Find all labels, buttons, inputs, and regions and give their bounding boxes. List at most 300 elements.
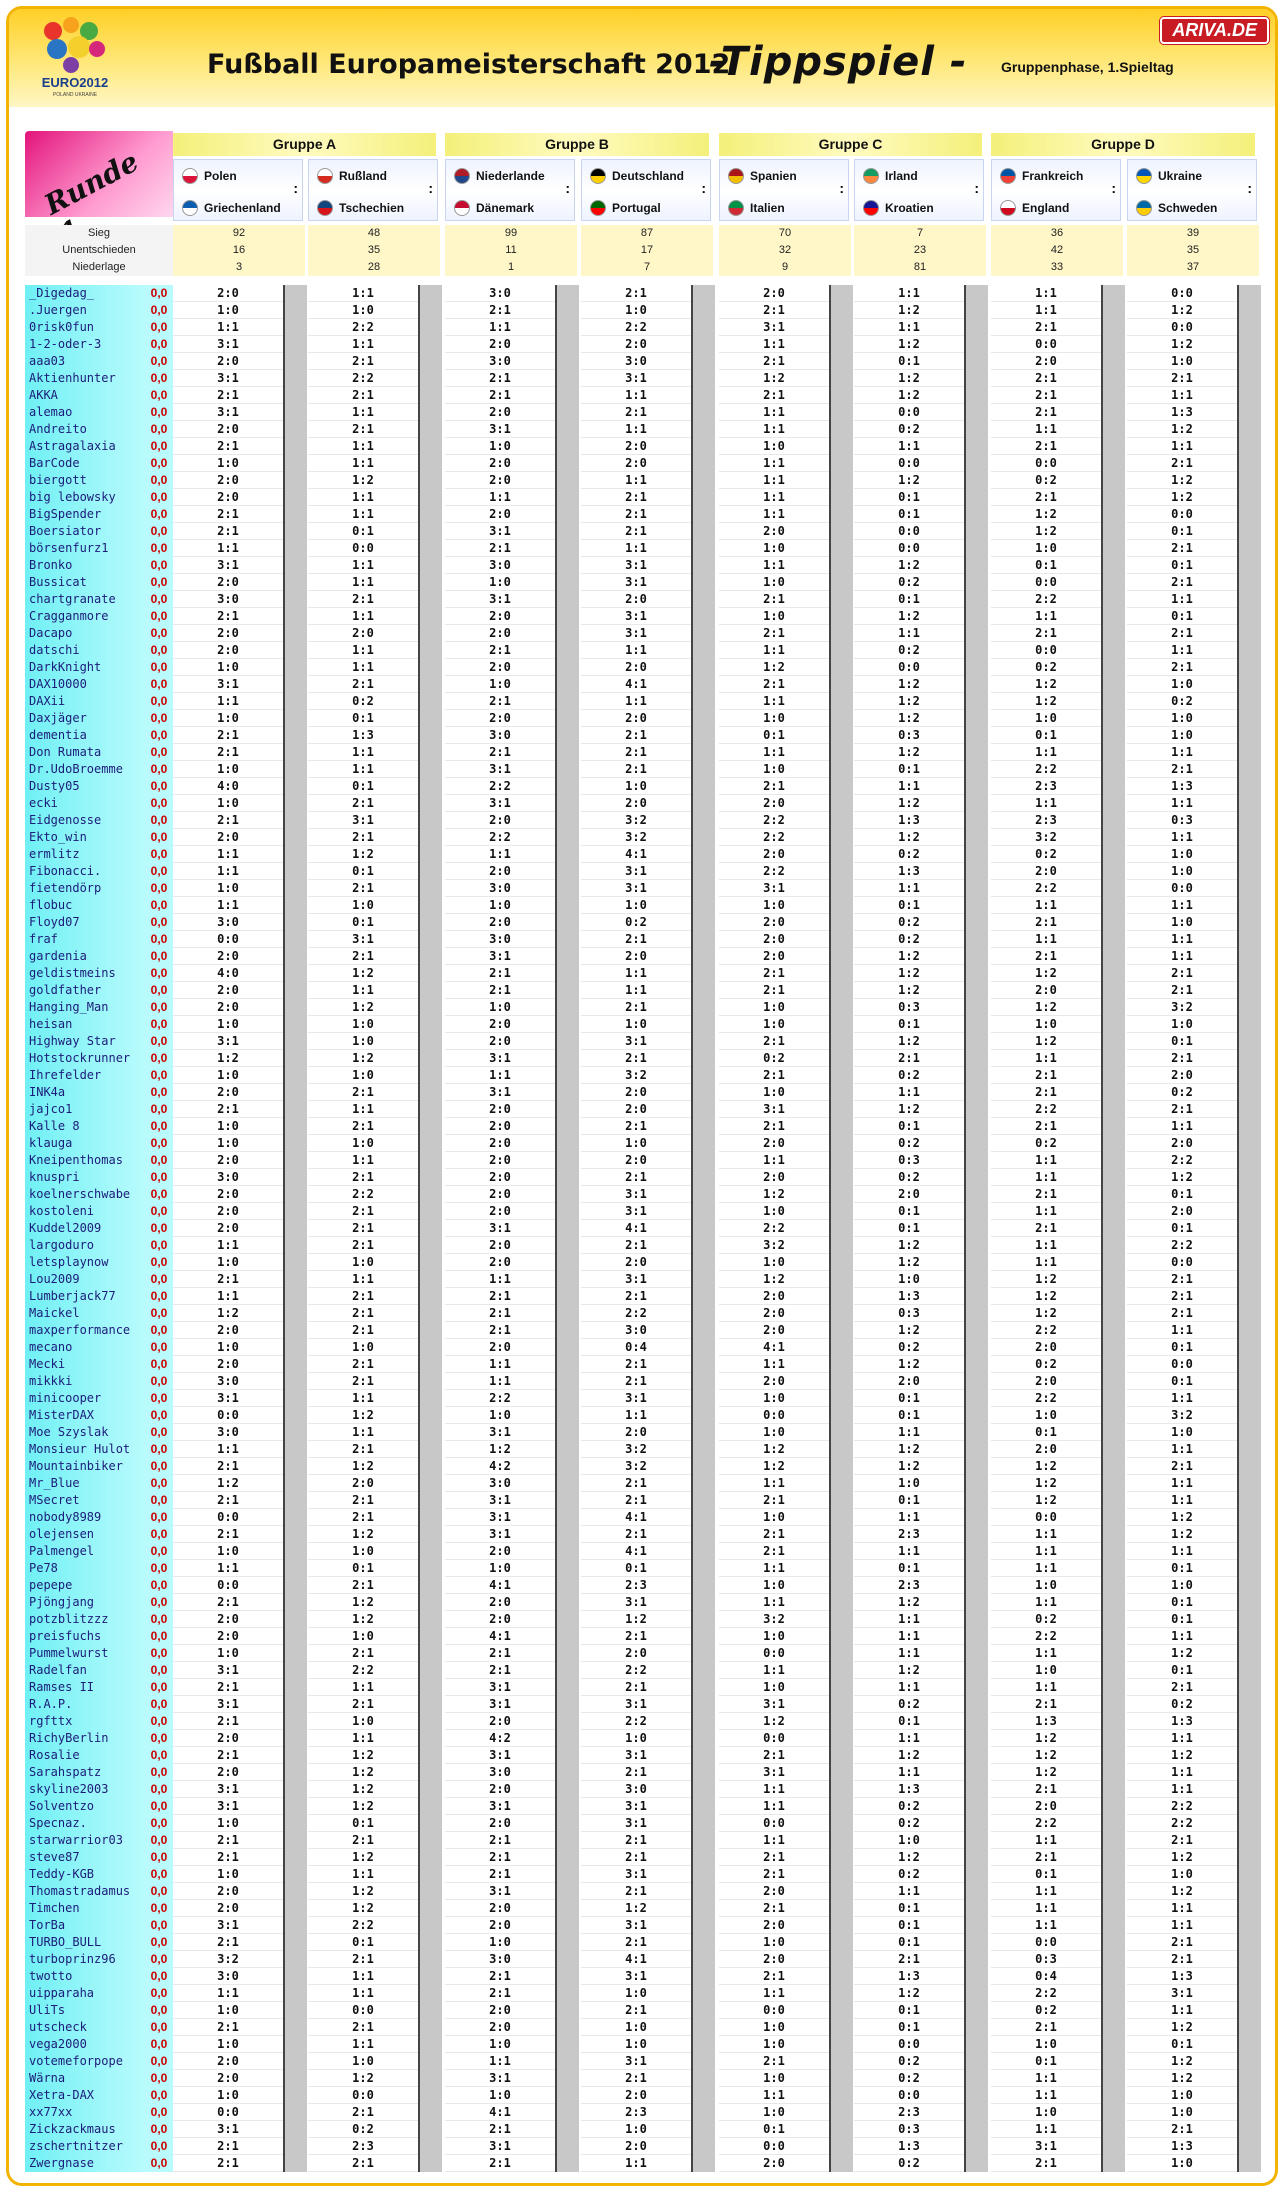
result-column (555, 285, 579, 2172)
tip-cell: 1:0 (1127, 1577, 1237, 1594)
tip-cell: 2:1 (173, 2138, 283, 2155)
tip-cell: 2:0 (173, 1220, 283, 1237)
tip-cell: 0:1 (1127, 1611, 1237, 1628)
team-name: Niederlande (476, 169, 545, 183)
tip-cell: 1:1 (173, 1237, 283, 1254)
tip-cell: 2:0 (719, 1169, 829, 1186)
tip-cell: 0:0 (173, 931, 283, 948)
tip-cell: 1:2 (719, 1186, 829, 1203)
tip-cell: 2:0 (173, 1152, 283, 1169)
tip-cell: 3:1 (719, 319, 829, 336)
player-name: skyline2003 (25, 1781, 145, 1798)
tip-cell: 2:1 (308, 1322, 418, 1339)
tip-cell: 1:2 (308, 1747, 418, 1764)
tip-cell: 1:0 (991, 1016, 1101, 1033)
tip-cell: 1:0 (719, 1254, 829, 1271)
tip-cell: 0:2 (991, 659, 1101, 676)
tip-cell: 2:0 (719, 1951, 829, 1968)
tip-cell: 1:2 (1127, 2019, 1237, 2036)
match-separator: : (1247, 180, 1252, 196)
tip-cell: 1:1 (1127, 1764, 1237, 1781)
player-name: Palmengel (25, 1543, 145, 1560)
tip-cell: 2:1 (581, 727, 691, 744)
tip-cell: 1:2 (719, 1271, 829, 1288)
tip-cell: 3:1 (173, 676, 283, 693)
flag-icon (863, 168, 879, 184)
tip-cell: 2:0 (991, 982, 1101, 999)
tip-cell: 1:0 (719, 438, 829, 455)
tip-cell: 1:0 (1127, 863, 1237, 880)
tip-cell: 1:2 (854, 1254, 964, 1271)
tip-cell: 3:1 (445, 1220, 555, 1237)
tip-cell: 2:0 (581, 2138, 691, 2155)
tip-cell: 2:1 (719, 1747, 829, 1764)
player-points: 0,0 (145, 489, 173, 506)
tip-cell: 2:1 (1127, 1050, 1237, 1067)
tip-cell: 3:2 (1127, 1407, 1237, 1424)
tip-cell: 2:0 (173, 1356, 283, 1373)
tip-cell: 2:1 (991, 1696, 1101, 1713)
tip-cell: 2:1 (719, 1849, 829, 1866)
tip-cell: 3:1 (445, 948, 555, 965)
tip-cell: 2:0 (445, 1118, 555, 1135)
tip-cell: 1:2 (991, 693, 1101, 710)
tip-cell: 3:2 (581, 812, 691, 829)
tip-cell: 2:1 (1127, 1679, 1237, 1696)
player-name: goldfather (25, 982, 145, 999)
tip-cell: 1:2 (991, 1458, 1101, 1475)
player-name: UliTs (25, 2002, 145, 2019)
tip-cell: 1:2 (581, 1900, 691, 1917)
tip-cell: 2:1 (308, 1169, 418, 1186)
tip-cell: 2:1 (991, 370, 1101, 387)
tip-cell: 1:2 (1127, 336, 1237, 353)
player-name: zschertnitzer (25, 2138, 145, 2155)
tip-cell: 1:0 (719, 2019, 829, 2036)
tip-cell: 1:3 (1127, 1968, 1237, 1985)
tip-cell: 0:2 (854, 1798, 964, 1815)
phase-label: Gruppenphase, 1.Spieltag (1001, 59, 1174, 75)
tip-cell: 1:2 (991, 1492, 1101, 1509)
tip-cell: 2:2 (308, 1917, 418, 1934)
match-separator: : (839, 180, 844, 196)
tip-cell: 1:0 (719, 2036, 829, 2053)
tip-cell: 2:0 (173, 1730, 283, 1747)
tip-cell: 1:2 (854, 387, 964, 404)
tip-cell: 2:1 (1127, 1832, 1237, 1849)
match-separator: : (1111, 180, 1116, 196)
tip-cell: 3:0 (173, 1169, 283, 1186)
tip-cell: 0:1 (308, 778, 418, 795)
tip-cell: 1:1 (1127, 2002, 1237, 2019)
tip-cell: 2:2 (308, 1186, 418, 1203)
tip-cell: 2:1 (854, 1951, 964, 1968)
tip-cell: 1:1 (1127, 1390, 1237, 1407)
result-column (691, 285, 715, 2172)
tip-cell: 2:1 (581, 744, 691, 761)
tip-cell: 1:2 (308, 965, 418, 982)
tip-cell: 1:0 (1127, 2104, 1237, 2121)
tip-cell: 2:2 (581, 1662, 691, 1679)
tip-cell: 0:1 (991, 1424, 1101, 1441)
tip-cell: 0:0 (991, 455, 1101, 472)
player-name: Hotstockrunner (25, 1050, 145, 1067)
player-name: Kneipenthomas (25, 1152, 145, 1169)
tip-cell: 1:0 (173, 1543, 283, 1560)
player-name: Kalle 8 (25, 1118, 145, 1135)
tip-cell: 2:3 (991, 812, 1101, 829)
player-points: 0,0 (145, 1815, 173, 1832)
tip-cell: 2:1 (991, 1220, 1101, 1237)
flag-icon (728, 200, 744, 216)
tip-cell: 2:3 (991, 778, 1101, 795)
tip-cell: 1:1 (308, 404, 418, 421)
tip-cell: 1:1 (173, 1288, 283, 1305)
player-points: 0,0 (145, 2002, 173, 2019)
tip-cell: 1:2 (854, 1322, 964, 1339)
tip-cell: 2:1 (173, 1713, 283, 1730)
tip-cell: 1:1 (719, 421, 829, 438)
tip-cell: 0:2 (854, 421, 964, 438)
player-points: 0,0 (145, 1254, 173, 1271)
tip-cell: 1:2 (991, 1730, 1101, 1747)
tip-cell: 3:2 (581, 1067, 691, 1084)
tip-cell: 1:1 (854, 1084, 964, 1101)
tip-cell: 3:0 (445, 557, 555, 574)
tip-cell: 1:2 (854, 1985, 964, 2002)
tip-cell: 2:1 (445, 744, 555, 761)
player-points: 0,0 (145, 302, 173, 319)
tip-cell: 3:1 (581, 1271, 691, 1288)
tip-cell: 1:2 (854, 1033, 964, 1050)
tip-cell: 1:2 (854, 336, 964, 353)
tip-cell: 3:1 (581, 1696, 691, 1713)
tip-cell: 2:1 (173, 1679, 283, 1696)
tip-cell: 1:0 (719, 574, 829, 591)
tip-cell: 0:0 (1127, 1356, 1237, 1373)
tip-cell: 1:0 (308, 1339, 418, 1356)
tip-cell: 2:0 (173, 421, 283, 438)
tip-cell: 0:1 (1127, 523, 1237, 540)
tip-cell: 1:0 (308, 1628, 418, 1645)
tip-cell: 1:1 (991, 744, 1101, 761)
tip-cell: 2:1 (445, 1968, 555, 1985)
player-points: 0,0 (145, 1067, 173, 1084)
tip-cell: 3:0 (173, 1968, 283, 1985)
tip-cell: 1:2 (1127, 1849, 1237, 1866)
tip-cell: 2:1 (308, 1577, 418, 1594)
tip-cell: 1:2 (1127, 421, 1237, 438)
tip-cell: 1:3 (854, 812, 964, 829)
stat-value-sieg: 92 (173, 225, 305, 242)
tip-cell: 0:1 (308, 1815, 418, 1832)
tip-cell: 1:1 (1127, 1917, 1237, 1934)
tip-cell: 0:1 (1127, 1220, 1237, 1237)
tip-cell: 1:0 (173, 455, 283, 472)
player-name: Fibonacci. (25, 863, 145, 880)
tip-cell: 0:0 (308, 2002, 418, 2019)
player-name: Ramses II (25, 1679, 145, 1696)
player-points: 0,0 (145, 1084, 173, 1101)
tip-cell: 2:0 (445, 1917, 555, 1934)
tip-cell: 0:1 (308, 710, 418, 727)
tip-cell: 1:1 (991, 1254, 1101, 1271)
player-name: fietendörp (25, 880, 145, 897)
tip-cell: 2:2 (719, 812, 829, 829)
tip-cell: 1:2 (854, 948, 964, 965)
tip-cell: 3:1 (173, 336, 283, 353)
player-points: 0,0 (145, 1101, 173, 1118)
tip-cell: 0:0 (991, 642, 1101, 659)
tip-cell: 2:0 (445, 625, 555, 642)
tip-cell: 2:1 (308, 1220, 418, 1237)
tip-cell: 2:1 (719, 1968, 829, 1985)
tip-cell: 4:1 (719, 1339, 829, 1356)
flag-icon (728, 168, 744, 184)
tip-cell: 1:1 (308, 642, 418, 659)
player-points: 0,0 (145, 795, 173, 812)
tip-cell: 2:0 (445, 1152, 555, 1169)
player-name: Dusty05 (25, 778, 145, 795)
tip-cell: 2:0 (308, 625, 418, 642)
player-name: minicooper (25, 1390, 145, 1407)
tip-cell: 1:0 (445, 438, 555, 455)
player-points: 0,0 (145, 642, 173, 659)
tip-cell: 2:0 (719, 1917, 829, 1934)
tip-cell: 3:1 (173, 1917, 283, 1934)
tip-cell: 0:0 (991, 1934, 1101, 1951)
tip-cell: 3:1 (173, 557, 283, 574)
tip-cell: 2:0 (854, 1186, 964, 1203)
tip-cell: 1:3 (854, 2138, 964, 2155)
tip-cell: 0:1 (1127, 1594, 1237, 1611)
match-team-away (728, 200, 785, 216)
tip-cell: 2:1 (581, 761, 691, 778)
player-name: jajco1 (25, 1101, 145, 1118)
player-name: Sarahspatz (25, 1764, 145, 1781)
tip-cell: 1:0 (719, 540, 829, 557)
tip-cell: 2:0 (173, 982, 283, 999)
tip-cell: 0:0 (173, 1577, 283, 1594)
tip-cell: 2:0 (719, 523, 829, 540)
match-separator: : (974, 180, 979, 196)
tip-cell: 2:1 (581, 2002, 691, 2019)
tip-cell: 1:2 (854, 370, 964, 387)
tip-cell: 1:1 (581, 387, 691, 404)
tip-cell: 3:0 (173, 1373, 283, 1390)
player-name: Maickel (25, 1305, 145, 1322)
tip-cell: 1:1 (1127, 438, 1237, 455)
tip-cell: 1:1 (991, 795, 1101, 812)
tip-cell: 2:1 (173, 438, 283, 455)
player-points: 0,0 (145, 659, 173, 676)
tip-cell: 1:1 (581, 693, 691, 710)
tip-cell: 1:0 (308, 1543, 418, 1560)
tip-cell: 1:2 (854, 982, 964, 999)
tip-cell: 0:2 (1127, 693, 1237, 710)
tip-cell: 2:2 (719, 829, 829, 846)
player-name: Thomastradamus (25, 1883, 145, 1900)
player-points: 0,0 (145, 1288, 173, 1305)
tip-cell: 2:1 (854, 1050, 964, 1067)
tip-cell: 1:2 (308, 1781, 418, 1798)
tip-cell: 1:0 (1127, 1424, 1237, 1441)
stat-value-sieg: 70 (719, 225, 851, 242)
tip-cell: 2:1 (445, 370, 555, 387)
tip-cell: 0:2 (854, 1169, 964, 1186)
player-name: xx77xx (25, 2104, 145, 2121)
tip-cell: 2:1 (173, 387, 283, 404)
tip-cell: 2:1 (581, 404, 691, 421)
tip-cell: 3:1 (445, 1679, 555, 1696)
match-team-away (1136, 200, 1217, 216)
player-points: 0,0 (145, 421, 173, 438)
tip-cell: 1:1 (991, 2121, 1101, 2138)
player-name: steve87 (25, 1849, 145, 1866)
tip-cell: 0:0 (719, 1730, 829, 1747)
tip-cell: 1:1 (719, 2087, 829, 2104)
player-name: starwarrior03 (25, 1832, 145, 1849)
tip-cell: 2:1 (581, 1934, 691, 1951)
player-name: Dacapo (25, 625, 145, 642)
tip-cell: 2:0 (173, 472, 283, 489)
tip-cell: 2:2 (1127, 1815, 1237, 1832)
tip-cell: 2:1 (1127, 574, 1237, 591)
tip-cell: 2:0 (445, 812, 555, 829)
tip-cell: 3:0 (581, 353, 691, 370)
tip-cell: 1:0 (308, 897, 418, 914)
tip-cell: 1:1 (991, 1883, 1101, 1900)
tip-cell: 0:1 (1127, 608, 1237, 625)
tip-cell: 3:1 (581, 1033, 691, 1050)
flag-icon (1136, 168, 1152, 184)
tip-cell: 1:2 (854, 1594, 964, 1611)
ariva-logo[interactable]: ARIVA.DE (1160, 17, 1269, 44)
tip-cell: 2:0 (719, 846, 829, 863)
player-name: Pe78 (25, 1560, 145, 1577)
tip-cell: 2:1 (445, 2155, 555, 2172)
player-name: Eidgenosse (25, 812, 145, 829)
tip-cell: 0:4 (991, 1968, 1101, 1985)
match-team-home (1000, 168, 1083, 184)
tip-cell: 2:0 (445, 1016, 555, 1033)
tip-cell: 2:0 (445, 1033, 555, 1050)
player-points: 0,0 (145, 761, 173, 778)
player-name: rgfttx (25, 1713, 145, 1730)
player-name: votemeforpope (25, 2053, 145, 2070)
tip-cell: 2:2 (719, 1220, 829, 1237)
tip-cell: 1:2 (308, 1900, 418, 1917)
team-name: Spanien (750, 169, 797, 183)
tip-cell: 2:1 (581, 2070, 691, 2087)
tip-cell: 1:2 (173, 1475, 283, 1492)
tip-cell: 2:1 (581, 1475, 691, 1492)
tip-cell: 0:3 (854, 1152, 964, 1169)
tip-cell: 2:0 (445, 506, 555, 523)
tip-cell: 2:0 (581, 710, 691, 727)
tip-cell: 1:0 (445, 897, 555, 914)
match-team-home (590, 168, 684, 184)
tip-cell: 0:1 (854, 1220, 964, 1237)
player-points: 0,0 (145, 999, 173, 1016)
tip-cell: 1:1 (445, 1067, 555, 1084)
team-name: Tschechien (339, 201, 405, 215)
tip-cell: 0:2 (991, 1356, 1101, 1373)
tip-cell: 1:2 (991, 1764, 1101, 1781)
tip-cell: 2:0 (719, 948, 829, 965)
tip-cell: 1:1 (308, 1679, 418, 1696)
tip-cell: 2:0 (445, 455, 555, 472)
tip-cell: 2:1 (308, 1305, 418, 1322)
player-points: 0,0 (145, 1169, 173, 1186)
tip-cell: 2:0 (991, 353, 1101, 370)
tip-cell: 2:3 (581, 2104, 691, 2121)
tip-cell: 1:1 (1127, 897, 1237, 914)
player-name: Mecki (25, 1356, 145, 1373)
tip-cell: 1:3 (1127, 1713, 1237, 1730)
tip-cell: 1:2 (991, 1475, 1101, 1492)
tip-cell: 2:0 (1127, 1067, 1237, 1084)
tip-cell: 2:1 (445, 302, 555, 319)
tip-cell: 1:1 (581, 965, 691, 982)
tip-cell: 3:1 (173, 1798, 283, 1815)
tip-cell: 2:1 (308, 1118, 418, 1135)
tip-cell: 1:2 (854, 557, 964, 574)
tip-cell: 1:1 (308, 1424, 418, 1441)
player-name: ecki (25, 795, 145, 812)
player-name: vega2000 (25, 2036, 145, 2053)
player-points: 0,0 (145, 1203, 173, 1220)
tip-cell: 1:2 (991, 1271, 1101, 1288)
tip-cell: 2:1 (308, 1356, 418, 1373)
tip-cell: 1:0 (173, 302, 283, 319)
tip-cell: 1:0 (308, 1033, 418, 1050)
player-points: 0,0 (145, 948, 173, 965)
tip-cell: 0:1 (991, 557, 1101, 574)
tip-cell: 1:2 (991, 1305, 1101, 1322)
player-name: Moe Szyslak (25, 1424, 145, 1441)
tip-cell: 0:1 (854, 1118, 964, 1135)
tip-cell: 1:1 (854, 1764, 964, 1781)
player-name: Radelfan (25, 1662, 145, 1679)
tip-cell: 1:1 (308, 1968, 418, 1985)
tip-cell: 2:1 (991, 489, 1101, 506)
tip-cell: 0:1 (854, 353, 964, 370)
match-team-home (182, 168, 237, 184)
tip-cell: 4:2 (445, 1730, 555, 1747)
stat-value-niederlage: 81 (854, 259, 986, 276)
tip-cell: 2:1 (308, 1696, 418, 1713)
tip-cell: 3:1 (445, 421, 555, 438)
tip-cell: 3:0 (445, 285, 555, 302)
tip-cell: 4:1 (581, 676, 691, 693)
tip-cell: 1:0 (854, 1271, 964, 1288)
tip-cell: 2:3 (854, 2104, 964, 2121)
tip-cell: 0:0 (719, 2002, 829, 2019)
team-name: Portugal (612, 201, 661, 215)
tip-cell: 1:2 (854, 1662, 964, 1679)
tip-cell: 2:0 (445, 659, 555, 676)
player-points: 0,0 (145, 1407, 173, 1424)
player-name: Boersiator (25, 523, 145, 540)
tip-cell: 1:1 (1127, 931, 1237, 948)
tip-cell: 2:0 (719, 1883, 829, 1900)
team-name: Dänemark (476, 201, 535, 215)
tip-cell: 1:1 (854, 1730, 964, 1747)
player-points: 0,0 (145, 693, 173, 710)
tip-cell: 1:0 (991, 1662, 1101, 1679)
tip-cell: 0:2 (308, 693, 418, 710)
